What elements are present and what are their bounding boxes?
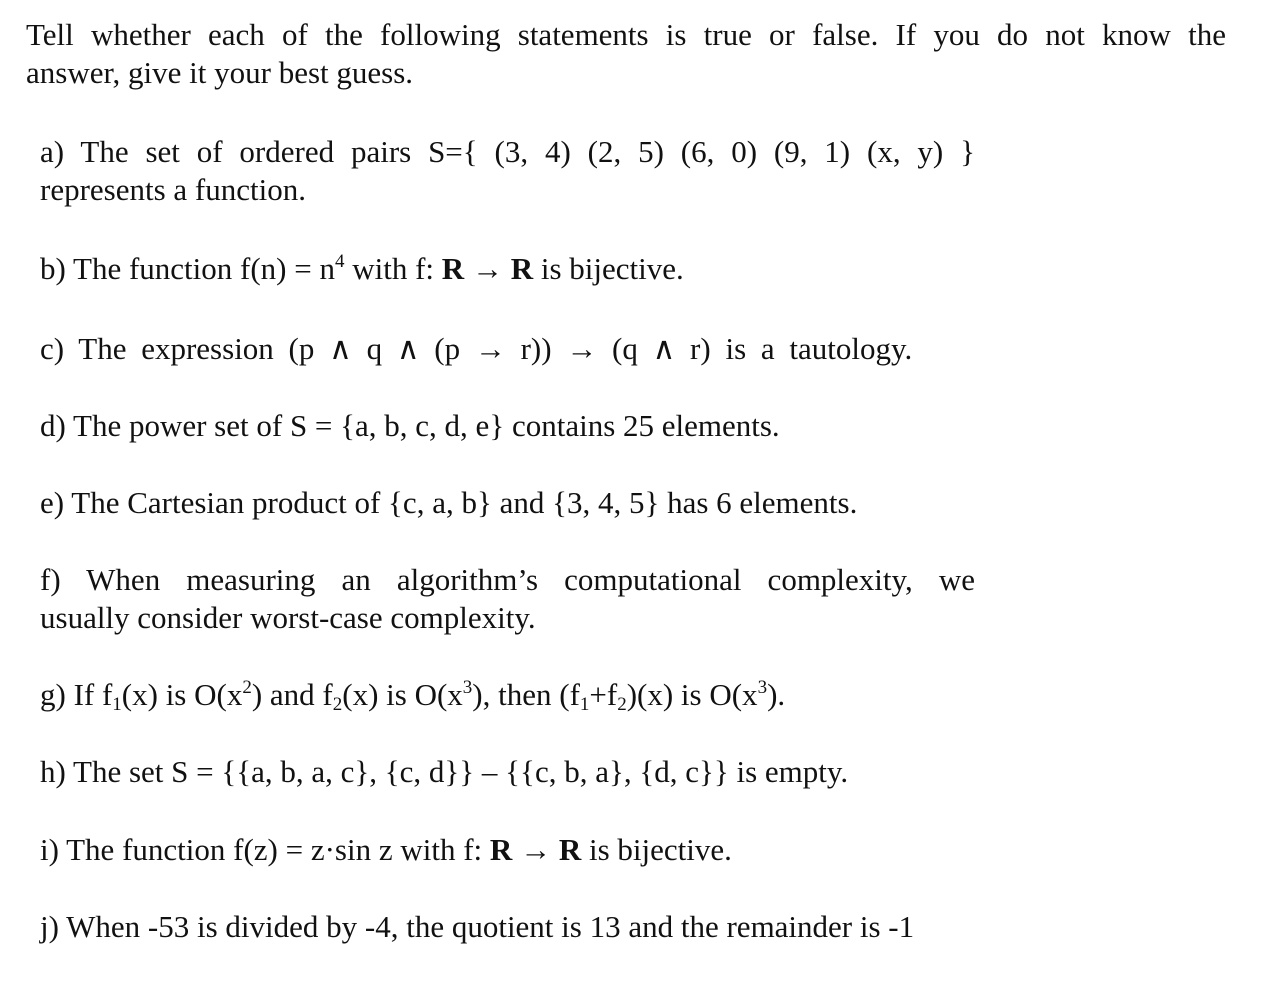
statement-g-subscript-1: 1 — [112, 694, 122, 715]
statement-j-text: j) When -53 is divided by -4, the quotient is 13 and the remainder is -1 — [40, 909, 915, 944]
statement-b — [40, 250, 975, 288]
statement-g-subscript-3: 1 — [579, 694, 590, 715]
statement-a-line-2: represents a function. — [40, 172, 306, 207]
statement-f-line-1: f) When measuring an algorithm’s computational complexity, we — [40, 562, 975, 597]
statement-c-text: c) The expression (p ∧ q ∧ (p → r)) → (q ∧ r) is a tautology. — [40, 331, 913, 366]
instructions-line-2: answer, give it your best guess. — [26, 55, 414, 90]
statement-f-line-2: usually consider worst-case complexity. — [40, 600, 536, 635]
statement-g-exponent-3: 3 — [757, 677, 768, 698]
statement-h-text: h) The set S = {{a, b, a, c}, {c, d}} – {{c, b, a}, {d, c}} is empty. — [40, 754, 849, 789]
statement-b-domain-set: R — [441, 251, 465, 286]
statement-g-text-6: +f — [589, 677, 618, 712]
statement-b-arrow: → — [464, 251, 511, 286]
instructions-line-1: Tell whether each of the following statements is true or false. If you do not know the — [26, 17, 1226, 52]
statement-i-domain-set: R — [489, 832, 513, 867]
statement-i-text-pre: i) The function f(z) = z·sin z with f: — [40, 832, 490, 867]
statement-b-text-post: is bijective. — [533, 251, 684, 286]
statement-e — [40, 484, 975, 522]
statement-e-text: e) The Cartesian product of {c, a, b} and {3, 4, 5} has 6 elements. — [40, 485, 858, 520]
statement-g-exponent-2: 3 — [462, 677, 473, 698]
statement-a-line-1: a) The set of ordered pairs S={ (3, 4) (2, 5) (6, 0) (9, 1) (x, y) } — [40, 134, 975, 169]
statement-b-text-mid: with f: — [344, 251, 442, 286]
statement-g-text-1: g) If f — [40, 677, 113, 712]
statement-i-text-post: is bijective. — [581, 832, 732, 867]
statement-g-exponent-1: 2 — [242, 677, 252, 698]
statement-d — [40, 407, 975, 445]
statement-h — [40, 753, 975, 791]
statement-f — [40, 561, 975, 637]
statement-i-arrow: → — [512, 832, 559, 867]
statement-b-exponent: 4 — [334, 251, 345, 272]
statement-b-codomain-set: R — [510, 251, 534, 286]
statement-b-text-pre: b) The function f(n) = n — [40, 251, 335, 286]
statement-g-text-7: )(x) is O(x — [626, 677, 758, 712]
statement-c — [40, 330, 975, 368]
statement-i-codomain-set: R — [558, 832, 582, 867]
statement-j — [40, 908, 975, 946]
statement-g-text-2: (x) is O(x — [121, 677, 243, 712]
statement-g-subscript-4: 2 — [617, 694, 627, 715]
statement-g-subscript-2: 2 — [332, 694, 343, 715]
statement-g-text-4: (x) is O(x — [342, 677, 463, 712]
statement-g — [40, 676, 975, 714]
statement-g-text-8: ). — [767, 677, 786, 712]
instructions — [26, 16, 1226, 92]
statement-d-text: d) The power set of S = {a, b, c, d, e} contains 25 elements. — [40, 408, 780, 443]
statement-i — [40, 831, 975, 869]
statement-g-text-5: ), then (f — [472, 677, 580, 712]
statement-g-text-3: ) and f — [251, 677, 333, 712]
statement-a — [40, 133, 975, 209]
